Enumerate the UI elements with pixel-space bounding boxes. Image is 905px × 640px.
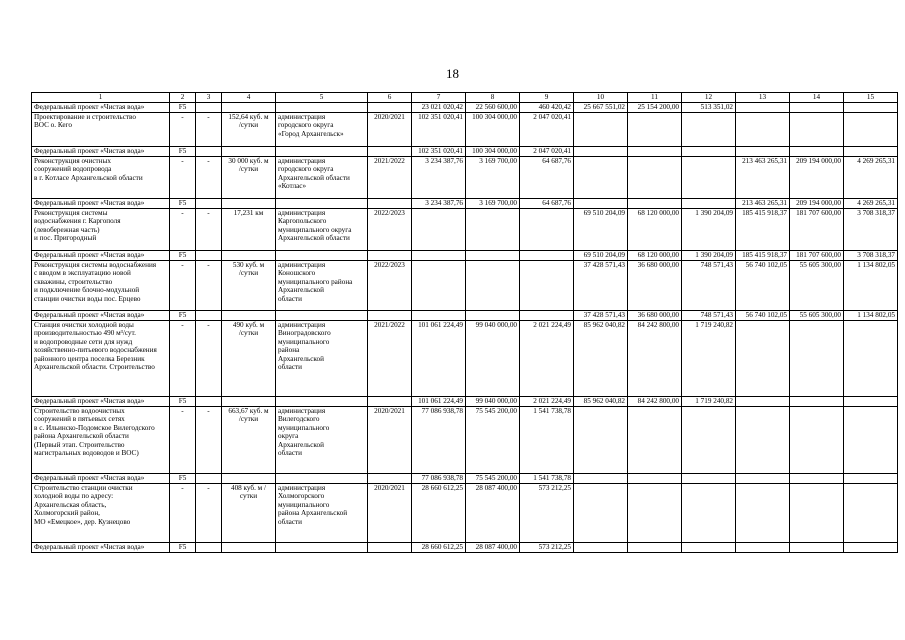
amount-cell: 185 415 918,37	[736, 251, 790, 261]
code-cell	[196, 311, 222, 321]
column-header: 14	[790, 93, 844, 103]
amount-cell	[682, 484, 736, 543]
code-cell: -	[196, 209, 222, 251]
column-header: 15	[844, 93, 898, 103]
amount-cell: 64 687,76	[520, 157, 574, 199]
amount-cell	[844, 474, 898, 484]
amount-cell: 28 087 400,00	[466, 543, 520, 553]
amount-cell	[682, 543, 736, 553]
project-name: Реконструкция системы водоснабжения с вводом в эксплуатацию новой скважины, строительство и подключение блочно-модульной станции очистки воды пос. Ерцево	[32, 261, 170, 311]
amount-cell	[844, 407, 898, 474]
amount-cell	[574, 407, 628, 474]
subtotal-row	[32, 543, 898, 553]
amount-cell: 213 463 265,31	[736, 199, 790, 209]
amount-cell: 209 194 000,00	[790, 157, 844, 199]
amount-cell	[790, 543, 844, 553]
amount-cell	[790, 147, 844, 157]
amount-cell: 1 390 204,09	[682, 209, 736, 251]
amount-cell: 3 708 318,37	[844, 209, 898, 251]
column-header: 4	[222, 93, 276, 103]
period-cell	[368, 474, 412, 484]
amount-cell: 3 708 318,37	[844, 251, 898, 261]
column-header: 8	[466, 93, 520, 103]
subtotal-row	[32, 147, 898, 157]
amount-cell	[682, 407, 736, 474]
period-cell	[368, 543, 412, 553]
amount-cell	[466, 251, 520, 261]
amount-cell	[520, 261, 574, 311]
code-cell	[196, 147, 222, 157]
amount-cell	[466, 209, 520, 251]
amount-cell: 100 304 000,00	[466, 113, 520, 147]
amount-cell: 4 269 265,31	[844, 157, 898, 199]
amount-cell	[574, 157, 628, 199]
period-cell: 2020/2021	[368, 113, 412, 147]
executor-cell	[276, 397, 368, 407]
amount-cell: 28 660 612,25	[412, 484, 466, 543]
code-cell: F5	[170, 199, 196, 209]
code-cell: -	[196, 407, 222, 474]
amount-cell: 99 040 000,00	[466, 321, 520, 397]
column-header: 5	[276, 93, 368, 103]
amount-cell: 213 463 265,31	[736, 157, 790, 199]
amount-cell	[790, 407, 844, 474]
amount-cell: 37 428 571,43	[574, 261, 628, 311]
executor-cell: администрация Виноградовского муниципального района Архангельской области	[276, 321, 368, 397]
executor-cell: администрация Коношского муниципального района Архангельской области	[276, 261, 368, 311]
column-header: 9	[520, 93, 574, 103]
amount-cell	[844, 397, 898, 407]
amount-cell: 56 740 102,05	[736, 261, 790, 311]
amount-cell	[682, 157, 736, 199]
column-number-row	[32, 93, 898, 103]
amount-cell: 2 021 224,49	[520, 397, 574, 407]
amount-cell	[682, 474, 736, 484]
code-cell: F5	[170, 543, 196, 553]
amount-cell: 69 510 204,09	[574, 209, 628, 251]
amount-cell: 1 541 738,78	[520, 474, 574, 484]
column-header: 2	[170, 93, 196, 103]
code-cell: -	[196, 261, 222, 311]
project-row	[32, 157, 898, 199]
amount-cell	[628, 543, 682, 553]
amount-cell: 28 660 612,25	[412, 543, 466, 553]
subtotal-row	[32, 103, 898, 113]
capacity-cell: 490 куб. м /сутки	[222, 321, 276, 397]
amount-cell: 4 269 265,31	[844, 199, 898, 209]
amount-cell: 77 086 938,78	[412, 407, 466, 474]
amount-cell	[574, 484, 628, 543]
amount-cell: 1 719 240,82	[682, 321, 736, 397]
amount-cell	[412, 209, 466, 251]
executor-cell	[276, 474, 368, 484]
amount-cell: 68 120 000,00	[628, 209, 682, 251]
amount-cell	[736, 484, 790, 543]
amount-cell	[736, 321, 790, 397]
amount-cell: 102 351 020,41	[412, 113, 466, 147]
amount-cell	[520, 251, 574, 261]
period-cell: 2022/2023	[368, 209, 412, 251]
amount-cell: 77 086 938,78	[412, 474, 466, 484]
budget-table	[31, 92, 898, 553]
amount-cell: 25 667 551,02	[574, 103, 628, 113]
code-cell: F5	[170, 251, 196, 261]
subtotal-label: Федеральный проект «Чистая вода»	[32, 543, 170, 553]
subtotal-row	[32, 474, 898, 484]
period-cell: 2021/2022	[368, 321, 412, 397]
amount-cell	[628, 113, 682, 147]
column-header: 3	[196, 93, 222, 103]
code-cell: F5	[170, 397, 196, 407]
code-cell: -	[170, 321, 196, 397]
project-row	[32, 484, 898, 543]
project-name: Реконструкция очистных сооружений водопровода в г. Котласе Архангельской области	[32, 157, 170, 199]
code-cell: -	[196, 157, 222, 199]
amount-cell: 100 304 000,00	[466, 147, 520, 157]
executor-cell: администрация городского округа Архангельской области «Котлас»	[276, 157, 368, 199]
amount-cell: 64 687,76	[520, 199, 574, 209]
code-cell: -	[170, 113, 196, 147]
amount-cell	[628, 199, 682, 209]
amount-cell	[736, 397, 790, 407]
amount-cell: 69 510 204,09	[574, 251, 628, 261]
capacity-cell: 663,67 куб. м /сутки	[222, 407, 276, 474]
amount-cell: 55 605 300,00	[790, 311, 844, 321]
column-header: 6	[368, 93, 412, 103]
executor-cell	[276, 199, 368, 209]
amount-cell: 23 021 020,42	[412, 103, 466, 113]
code-cell: -	[170, 209, 196, 251]
table-header	[32, 93, 898, 103]
amount-cell	[466, 311, 520, 321]
amount-cell: 85 962 040,82	[574, 321, 628, 397]
period-cell	[368, 147, 412, 157]
project-name: Реконструкция системы водоснабжения г. Каргополя (левобережная часть) и пос. Пригородный	[32, 209, 170, 251]
capacity-cell	[222, 251, 276, 261]
amount-cell: 37 428 571,43	[574, 311, 628, 321]
amount-cell	[736, 113, 790, 147]
code-cell: -	[196, 321, 222, 397]
amount-cell: 185 415 918,37	[736, 209, 790, 251]
executor-cell: администрация Вилегодского муниципального округа Архангельской области	[276, 407, 368, 474]
amount-cell	[790, 484, 844, 543]
amount-cell: 1 134 802,05	[844, 311, 898, 321]
amount-cell	[520, 311, 574, 321]
project-name: Станция очистки холодной воды производительностью 490 м³/сут. и водопроводные сети для нужд хозяйственно-питьевого водоснабжения районного центра поселка Березник Архангельской области. Строительство	[32, 321, 170, 397]
period-cell: 2020/2021	[368, 407, 412, 474]
subtotal-label: Федеральный проект «Чистая вода»	[32, 397, 170, 407]
amount-cell	[736, 147, 790, 157]
amount-cell	[628, 407, 682, 474]
column-header: 12	[682, 93, 736, 103]
amount-cell: 101 061 224,49	[412, 321, 466, 397]
project-name: Проектирование и строительство ВОС о. Кего	[32, 113, 170, 147]
subtotal-row	[32, 251, 898, 261]
code-cell: -	[196, 113, 222, 147]
amount-cell: 99 040 000,00	[466, 397, 520, 407]
code-cell	[196, 397, 222, 407]
amount-cell	[628, 147, 682, 157]
code-cell	[196, 103, 222, 113]
amount-cell	[736, 474, 790, 484]
amount-cell: 25 154 200,00	[628, 103, 682, 113]
period-cell	[368, 397, 412, 407]
amount-cell	[628, 157, 682, 199]
column-header: 10	[574, 93, 628, 103]
page-number: 18	[446, 66, 459, 81]
capacity-cell	[222, 543, 276, 553]
executor-cell	[276, 251, 368, 261]
amount-cell	[682, 199, 736, 209]
executor-cell: администрация Холмогорского муниципального района Архангельской области	[276, 484, 368, 543]
code-cell	[196, 251, 222, 261]
amount-cell: 36 680 000,00	[628, 261, 682, 311]
column-header: 7	[412, 93, 466, 103]
amount-cell: 3 169 700,00	[466, 199, 520, 209]
code-cell	[196, 543, 222, 553]
amount-cell: 75 545 200,00	[466, 407, 520, 474]
amount-cell: 102 351 020,41	[412, 147, 466, 157]
amount-cell	[844, 484, 898, 543]
amount-cell	[628, 484, 682, 543]
amount-cell: 2 021 224,49	[520, 321, 574, 397]
period-cell: 2021/2022	[368, 157, 412, 199]
capacity-cell: 152,64 куб. м /сутки	[222, 113, 276, 147]
amount-cell: 22 560 600,00	[466, 103, 520, 113]
code-cell: -	[170, 407, 196, 474]
amount-cell: 181 707 600,00	[790, 209, 844, 251]
period-cell: 2022/2023	[368, 261, 412, 311]
code-cell: -	[170, 157, 196, 199]
amount-cell: 1 719 240,82	[682, 397, 736, 407]
period-cell	[368, 103, 412, 113]
amount-cell	[736, 543, 790, 553]
executor-cell	[276, 311, 368, 321]
project-row	[32, 261, 898, 311]
subtotal-label: Федеральный проект «Чистая вода»	[32, 311, 170, 321]
amount-cell: 2 047 020,41	[520, 147, 574, 157]
capacity-cell: 30 000 куб. м /сутки	[222, 157, 276, 199]
amount-cell: 748 571,43	[682, 311, 736, 321]
amount-cell: 84 242 800,00	[628, 397, 682, 407]
amount-cell	[574, 474, 628, 484]
code-cell: -	[170, 261, 196, 311]
amount-cell	[844, 147, 898, 157]
table-body	[32, 103, 898, 553]
capacity-cell	[222, 311, 276, 321]
subtotal-label: Федеральный проект «Чистая вода»	[32, 103, 170, 113]
amount-cell	[844, 103, 898, 113]
capacity-cell	[222, 103, 276, 113]
period-cell	[368, 311, 412, 321]
amount-cell: 84 242 800,00	[628, 321, 682, 397]
amount-cell	[574, 147, 628, 157]
amount-cell	[844, 321, 898, 397]
amount-cell	[790, 474, 844, 484]
amount-cell	[736, 407, 790, 474]
amount-cell	[844, 543, 898, 553]
executor-cell	[276, 543, 368, 553]
amount-cell	[466, 261, 520, 311]
amount-cell: 1 390 204,09	[682, 251, 736, 261]
amount-cell: 75 545 200,00	[466, 474, 520, 484]
amount-cell: 56 740 102,05	[736, 311, 790, 321]
amount-cell: 68 120 000,00	[628, 251, 682, 261]
code-cell: -	[196, 484, 222, 543]
subtotal-label: Федеральный проект «Чистая вода»	[32, 147, 170, 157]
amount-cell: 209 194 000,00	[790, 199, 844, 209]
capacity-cell	[222, 397, 276, 407]
subtotal-row	[32, 311, 898, 321]
amount-cell	[574, 113, 628, 147]
amount-cell: 3 234 387,76	[412, 199, 466, 209]
amount-cell	[790, 321, 844, 397]
capacity-cell: 408 куб. м / сутки	[222, 484, 276, 543]
column-header: 13	[736, 93, 790, 103]
amount-cell	[628, 474, 682, 484]
amount-cell: 3 234 387,76	[412, 157, 466, 199]
amount-cell: 36 680 000,00	[628, 311, 682, 321]
project-name: Строительство водоочистных сооружений в пятьевых сетях в с. Ильинско-Подомское Вилегодского района Архангельской области (Первый этап. Строительство магистральных водоводов и ВОС)	[32, 407, 170, 474]
amount-cell: 1 134 802,05	[844, 261, 898, 311]
amount-cell: 85 962 040,82	[574, 397, 628, 407]
column-header: 1	[32, 93, 170, 103]
code-cell	[196, 199, 222, 209]
capacity-cell: 530 куб. м /сутки	[222, 261, 276, 311]
amount-cell	[736, 103, 790, 113]
subtotal-label: Федеральный проект «Чистая вода»	[32, 199, 170, 209]
amount-cell: 101 061 224,49	[412, 397, 466, 407]
amount-cell: 573 212,25	[520, 484, 574, 543]
amount-cell: 513 351,02	[682, 103, 736, 113]
code-cell: F5	[170, 474, 196, 484]
subtotal-label: Федеральный проект «Чистая вода»	[32, 251, 170, 261]
amount-cell: 748 571,43	[682, 261, 736, 311]
code-cell	[196, 474, 222, 484]
amount-cell	[682, 113, 736, 147]
project-row	[32, 209, 898, 251]
amount-cell	[412, 251, 466, 261]
amount-cell	[574, 543, 628, 553]
code-cell: F5	[170, 311, 196, 321]
amount-cell	[790, 397, 844, 407]
period-cell: 2020/2021	[368, 484, 412, 543]
code-cell: F5	[170, 147, 196, 157]
executor-cell: администрация Каргопольского муниципального округа Архангельской области	[276, 209, 368, 251]
amount-cell: 1 541 738,78	[520, 407, 574, 474]
column-header: 11	[628, 93, 682, 103]
period-cell	[368, 199, 412, 209]
amount-cell: 2 047 020,41	[520, 113, 574, 147]
amount-cell: 55 605 300,00	[790, 261, 844, 311]
amount-cell	[412, 311, 466, 321]
amount-cell: 3 169 700,00	[466, 157, 520, 199]
period-cell	[368, 251, 412, 261]
amount-cell	[844, 113, 898, 147]
amount-cell: 573 212,25	[520, 543, 574, 553]
executor-cell: администрация городского округа «Город Архангельск»	[276, 113, 368, 147]
amount-cell: 28 087 400,00	[466, 484, 520, 543]
amount-cell	[574, 199, 628, 209]
amount-cell: 460 420,42	[520, 103, 574, 113]
capacity-cell	[222, 147, 276, 157]
amount-cell: 181 707 600,00	[790, 251, 844, 261]
project-name: Строительство станции очистки холодной воды по адресу: Архангельская область, Холмогорский район, МО «Емецкое», дер. Кузнецово	[32, 484, 170, 543]
executor-cell	[276, 147, 368, 157]
code-cell: F5	[170, 103, 196, 113]
executor-cell	[276, 103, 368, 113]
code-cell: -	[170, 484, 196, 543]
subtotal-row	[32, 397, 898, 407]
capacity-cell: 17,231 км	[222, 209, 276, 251]
project-row	[32, 407, 898, 474]
project-row	[32, 113, 898, 147]
amount-cell	[520, 209, 574, 251]
amount-cell	[682, 147, 736, 157]
subtotal-label: Федеральный проект «Чистая вода»	[32, 474, 170, 484]
subtotal-row	[32, 199, 898, 209]
amount-cell	[790, 103, 844, 113]
project-row	[32, 321, 898, 397]
amount-cell	[412, 261, 466, 311]
capacity-cell	[222, 474, 276, 484]
amount-cell	[790, 113, 844, 147]
capacity-cell	[222, 199, 276, 209]
